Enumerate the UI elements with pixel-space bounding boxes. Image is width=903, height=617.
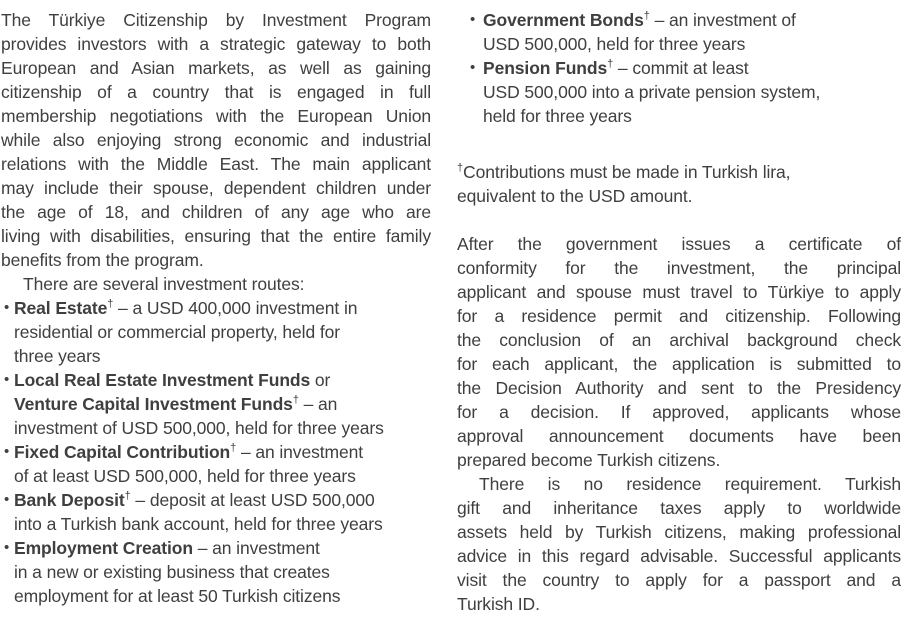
text-segment: There are several investment routes: (23, 274, 305, 294)
text-line (1, 440, 431, 464)
text-line (457, 280, 901, 304)
text-line (1, 176, 431, 200)
bullet-list (1, 296, 431, 608)
text-segment: held for three years (483, 106, 632, 126)
text-segment: Employment Creation (14, 538, 193, 558)
text-segment: USD 500,000, held for three years (483, 34, 746, 54)
text-segment: prepared become Turkish citizens. (457, 450, 721, 470)
dagger-icon: † (607, 58, 614, 71)
text-line (457, 592, 901, 616)
list-item (1, 440, 431, 488)
text-line (457, 448, 901, 472)
text-segment: assets held by Turkish citizens, making professional (457, 522, 901, 542)
text-segment: Venture Capital Investment Funds (14, 394, 293, 414)
list-item (457, 8, 901, 56)
text-line (1, 368, 431, 392)
list-item (1, 488, 431, 536)
text-line (1, 488, 431, 512)
text-line (1, 584, 431, 608)
text-segment: – an (298, 394, 338, 414)
text-segment: provides investors with a strategic gateway to both (1, 34, 431, 54)
text-line (1, 392, 431, 416)
text-line (457, 304, 901, 328)
text-segment: Local Real Estate Investment Funds (14, 370, 311, 390)
text-segment: Turkish ID. (457, 594, 540, 614)
text-line (457, 8, 901, 32)
text-line (457, 256, 901, 280)
text-line (457, 520, 901, 544)
text-line (1, 536, 431, 560)
text-segment: the age of 18, and children of any age who are (1, 202, 431, 222)
bullet-icon: • (4, 443, 10, 460)
text-segment: advice in this regard advisable. Successful applicants (457, 546, 901, 566)
text-line (457, 104, 901, 128)
text-segment: may include their spouse, dependent children under (1, 178, 431, 198)
list-item (1, 296, 431, 368)
text-segment: relations with the Middle East. The main applicant (1, 154, 431, 174)
text-segment: European and Asian markets, as well as gaining (1, 58, 431, 78)
text-line (1, 464, 431, 488)
text-line (457, 232, 901, 256)
text-segment: gift and inheritance taxes apply to worldwide (457, 498, 901, 518)
text-line (457, 400, 901, 424)
text-segment: There is no residence requirement. Turkish (479, 474, 901, 494)
text-segment: equivalent to the USD amount. (457, 186, 693, 206)
text-line (1, 200, 431, 224)
text-line (1, 128, 431, 152)
text-segment: for a residence permit and citizenship. Following (457, 306, 901, 326)
text-line (457, 56, 901, 80)
text-segment: into a Turkish bank account, held for three years (14, 514, 383, 534)
text-line (1, 32, 431, 56)
list-item (457, 56, 901, 128)
text-line (1, 320, 431, 344)
text-segment: of at least USD 500,000, held for three years (14, 466, 356, 486)
text-line (1, 560, 431, 584)
text-line (1, 272, 431, 296)
dagger-icon: † (457, 162, 464, 175)
text-segment: employment for at least 50 Turkish citizens (14, 586, 341, 606)
bullet-icon: • (470, 11, 476, 28)
text-segment: living with disabilities, ensuring that the entire family (1, 226, 431, 246)
text-segment: membership negotiations with the European Union (1, 106, 431, 126)
left-column (1, 8, 431, 617)
text-line (1, 248, 431, 272)
dagger-icon: † (124, 490, 131, 503)
paragraph (1, 8, 431, 272)
text-line (1, 416, 431, 440)
text-segment: conformity for the investment, the principal (457, 258, 901, 278)
list-item (1, 368, 431, 440)
text-segment: Fixed Capital Contribution (14, 442, 231, 462)
text-segment: citizenship of a country that is engaged in full (1, 82, 431, 102)
text-segment: – an investment of (649, 10, 796, 30)
text-segment: Government Bonds (483, 10, 644, 30)
dagger-icon: † (230, 442, 237, 455)
text-segment: Pension Funds (483, 58, 608, 78)
bullet-icon: • (4, 371, 10, 388)
text-line (457, 184, 901, 208)
text-line (1, 224, 431, 248)
bullet-icon: • (4, 539, 10, 556)
text-segment: visit the country to apply for a passport and a (457, 570, 901, 590)
text-segment: in a new or existing business that creates (14, 562, 330, 582)
text-segment: – commit at least (613, 58, 749, 78)
text-segment: approval announcement documents have been (457, 426, 901, 446)
text-segment: investment of USD 500,000, held for three years (14, 418, 384, 438)
bullet-icon: • (470, 59, 476, 76)
text-segment: The Türkiye Citizenship by Investment Program (1, 10, 431, 30)
dagger-icon: † (107, 298, 114, 311)
text-segment: benefits from the program. (1, 250, 204, 270)
text-segment: for a decision. If approved, applicants whose (457, 402, 901, 422)
text-line (457, 160, 901, 184)
text-line (457, 496, 901, 520)
text-line (1, 296, 431, 320)
text-line (457, 424, 901, 448)
text-line (457, 568, 901, 592)
text-line (457, 80, 901, 104)
dagger-icon: † (643, 10, 650, 23)
text-line (457, 472, 901, 496)
paragraph (1, 272, 431, 296)
text-segment: the Decision Authority and sent to the Presidency (457, 378, 901, 398)
text-segment: USD 500,000 into a private pension system, (483, 82, 821, 102)
paragraph (457, 472, 901, 616)
text-segment: or (310, 370, 331, 390)
list-item (1, 536, 431, 608)
text-segment: – a USD 400,000 investment in (113, 298, 358, 318)
text-line (1, 512, 431, 536)
paragraph (457, 160, 901, 208)
text-segment: three years (14, 346, 101, 366)
text-segment: Contributions must be made in Turkish lira, (463, 162, 791, 182)
text-segment: Bank Deposit (14, 490, 125, 510)
text-line (457, 376, 901, 400)
text-line (457, 352, 901, 376)
text-segment: Real Estate (14, 298, 108, 318)
text-segment: After the government issues a certificate of (457, 234, 901, 254)
bullet-icon: • (4, 491, 10, 508)
dagger-icon: † (292, 394, 299, 407)
text-segment: residential or commercial property, held for (14, 322, 340, 342)
text-segment: while also enjoying strong economic and industrial (1, 130, 431, 150)
text-line (1, 344, 431, 368)
text-line (1, 8, 431, 32)
right-column (457, 8, 901, 617)
text-segment: applicant and spouse must travel to Türkiye to apply (457, 282, 901, 302)
text-line (1, 104, 431, 128)
text-line (1, 152, 431, 176)
text-line (457, 328, 901, 352)
text-line (457, 32, 901, 56)
text-segment: – an investment (192, 538, 320, 558)
text-line (1, 80, 431, 104)
text-segment: – deposit at least USD 500,000 (130, 490, 375, 510)
paragraph (457, 232, 901, 472)
text-segment: the conclusion of an archival background check (457, 330, 901, 350)
text-line (1, 56, 431, 80)
text-segment: – an investment (236, 442, 363, 462)
text-segment: for each applicant, the application is submitted to (457, 354, 901, 374)
bullet-list (457, 8, 901, 128)
bullet-icon: • (4, 299, 10, 316)
text-line (457, 544, 901, 568)
